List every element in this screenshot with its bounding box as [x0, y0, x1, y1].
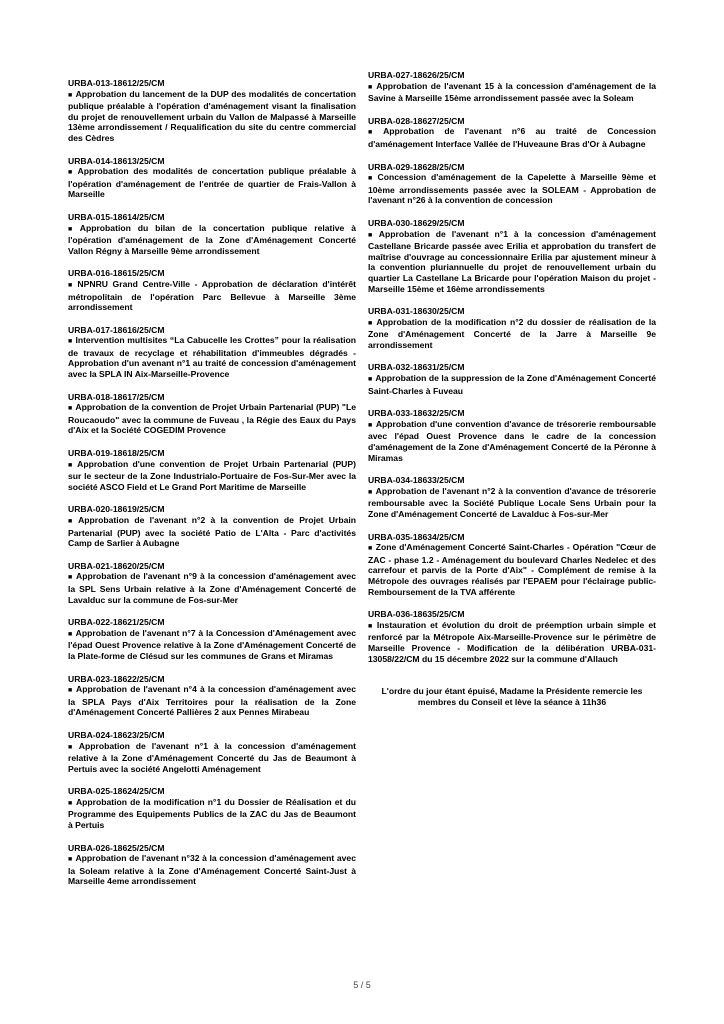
agenda-item — [368, 70, 656, 104]
agenda-item — [68, 325, 356, 380]
agenda-item-text — [368, 373, 656, 396]
bullet-icon: ■ — [368, 175, 375, 183]
bullet-icon: ■ — [68, 169, 75, 177]
agenda-item-description: Approbation de la modification n°1 du Dossier de Réalisation et du Programme des Equipements Publics de la ZAC du Jas de Beaumont à Pertuis — [68, 796, 356, 831]
agenda-item — [368, 532, 656, 598]
left-column — [68, 78, 356, 899]
agenda-item-code: URBA-021-18620/25/CM — [68, 560, 165, 571]
agenda-item — [368, 609, 656, 664]
bullet-icon: ■ — [368, 129, 381, 137]
agenda-item — [68, 786, 356, 830]
agenda-item — [368, 116, 656, 150]
agenda-item-code: URBA-031-18630/25/CM — [368, 306, 465, 317]
agenda-item-text — [68, 335, 356, 379]
agenda-item-code: URBA-013-18612/25/CM — [68, 78, 165, 88]
bullet-icon: ■ — [368, 488, 373, 496]
agenda-item-code: URBA-028-18627/25/CM — [368, 115, 465, 126]
agenda-item-description: Approbation de l'avenant n°6 au traité de Concession d'aménagement Interface Vallée de l'Huveaune Bras d'Or à Aubagne — [368, 126, 656, 149]
agenda-item — [68, 617, 356, 661]
agenda-item-text — [368, 229, 656, 295]
agenda-item-description: Approbation d'une convention de Projet Urbain Partenarial (PUP) sur le secteur de la Zone Industrialo-Portuaire de Fos-Sur-Mer avec la société ASCO Field et Le Grand Port Maritime de Marseille — [68, 458, 356, 492]
agenda-item-code: URBA-020-18619/25/CM — [68, 504, 165, 515]
agenda-item-description: Zone d'Aménagement Concerté Saint-Charles - Opération "Cœur de ZAC - phase 1.2 - Aménagement du boulevard Charles Nedelec et des carrefour et parvis de la Porte d'Aix" - Complément de remise à la Métropole des ouvrages réalisés par l'EPAEM pour l'éclairage public- Remboursement de la TVA afférente — [368, 542, 656, 597]
agenda-item-code: URBA-034-18633/25/CM — [368, 475, 465, 486]
agenda-item — [368, 306, 656, 350]
agenda-item-text — [368, 419, 656, 463]
agenda-item-description: Approbation de la modification n°2 du dossier de réalisation de la Zone d'Aménagement Concerté de la Jarre à Marseille 9e arrondissement — [368, 316, 656, 350]
agenda-item-description: Approbation de l'avenant n°4 à la concession d'aménagement avec la SPLA Pays d'Aix Territoires pour la réalisation de la Zone d'Aménagement Concerté Pallières 2 aux Pennes Mirabeau — [68, 684, 356, 718]
agenda-item — [68, 392, 356, 436]
bullet-icon: ■ — [368, 319, 374, 327]
bullet-icon: ■ — [368, 421, 373, 429]
agenda-item-text — [368, 81, 656, 104]
agenda-item-description: Approbation de l'avenant n°1 à la concession d'aménagement Castellane Bricarde passée avec Erilia et approbation du transfert de maîtrise d'ouvrage au concessionnaire Erilia par ajustement mineur à la convention pluriannuelle du projet de renouvellement urbain du quartier La Castellane La Bricarde pour l'opération Maison du projet - Marseille 15ème et 16ème arrondissements — [368, 228, 656, 294]
agenda-item-code: URBA-027-18626/25/CM — [368, 70, 465, 80]
agenda-item-description: Approbation du bilan de la concertation publique relative à l'opération d'aménagement de la Zone d'Aménagement Concerté Vallon Régny à Marseille 9ème arrondissement — [68, 222, 356, 256]
agenda-item-code: URBA-033-18632/25/CM — [368, 408, 465, 419]
bullet-icon: ■ — [368, 231, 376, 239]
bullet-icon: ■ — [368, 376, 373, 384]
bullet-icon: ■ — [68, 574, 73, 582]
agenda-item-code: URBA-030-18629/25/CM — [368, 217, 465, 228]
agenda-item-code: URBA-036-18635/25/CM — [368, 609, 465, 620]
agenda-item-description: Approbation de l'avenant n°2 à la convention d'avance de trésorerie remboursable avec la Société Publique Locale Sens Urbain pour la Zone d'Aménagement Concerté de Lavalduc à Fos-sur-Mer — [368, 485, 656, 519]
agenda-item-description: Approbation de l'avenant n°1 à la concession d'aménagement relative à la Zone d'Aménagement Concerté du Jas de Beaumont à Pertuis avec la société Angelotti Aménagement — [68, 740, 356, 774]
bullet-icon: ■ — [68, 338, 73, 346]
bullet-icon: ■ — [68, 518, 76, 525]
agenda-item — [68, 504, 356, 548]
closing-statement: L'ordre du jour étant épuisé, Madame la Présidente remercie les membres du Conseil et lève la séance à 11h36 — [381, 686, 643, 708]
agenda-item-text — [68, 402, 356, 436]
agenda-item-text — [68, 684, 356, 718]
agenda-item-text — [68, 459, 356, 493]
agenda-item-text — [368, 317, 656, 351]
agenda-item-text — [68, 628, 356, 662]
agenda-item — [368, 408, 656, 463]
agenda-item-text — [68, 223, 356, 257]
agenda-item-code: URBA-029-18628/25/CM — [368, 161, 465, 172]
agenda-item-text — [368, 126, 656, 149]
agenda-item — [68, 730, 356, 774]
agenda-item-description: Approbation des modalités de concertation publique préalable à l'opération d'aménagement de l'entrée de quartier de Frais-Vallon à Marseille — [68, 166, 356, 200]
agenda-item-description: NPNRU Grand Centre-Ville - Approbation de déclaration d'intérêt métropolitain de l'opération Parc Bellevue à Marseille 3ème arrondissement — [68, 278, 356, 313]
agenda-item-description: Approbation de la convention de Projet Urbain Partenarial (PUP) "Le Roucaoudo" avec la commune de Fuveau , la Régie des Eaux du Pays d'Aix et la Société COGEDIM Provence — [68, 402, 356, 436]
bullet-icon: ■ — [68, 799, 73, 807]
agenda-item-code: URBA-015-18614/25/CM — [68, 211, 165, 222]
agenda-item-text — [68, 741, 356, 775]
agenda-item — [368, 475, 656, 519]
page-number: 5 / 5 — [353, 980, 371, 990]
agenda-item — [368, 162, 656, 206]
agenda-item-code: URBA-018-18617/25/CM — [68, 391, 165, 402]
agenda-item — [68, 212, 356, 256]
agenda-item — [368, 362, 656, 396]
bullet-icon: ■ — [68, 91, 73, 99]
agenda-item-code: URBA-023-18622/25/CM — [68, 673, 165, 684]
agenda-item-code: URBA-022-18621/25/CM — [68, 617, 165, 628]
bullet-icon: ■ — [368, 622, 374, 630]
agenda-item — [68, 674, 356, 718]
bullet-icon: ■ — [368, 545, 373, 553]
agenda-item-text — [368, 620, 656, 664]
agenda-item-text — [368, 486, 656, 520]
agenda-item-code: URBA-026-18625/25/CM — [68, 842, 165, 853]
bullet-icon: ■ — [68, 687, 73, 695]
agenda-item-text — [68, 279, 356, 313]
agenda-item — [368, 218, 656, 294]
bullet-icon: ■ — [68, 630, 73, 638]
bullet-icon: ■ — [368, 83, 374, 91]
agenda-item-text — [68, 797, 356, 831]
agenda-item-code: URBA-017-18616/25/CM — [68, 324, 165, 335]
agenda-item-code: URBA-025-18624/25/CM — [68, 786, 165, 797]
agenda-item — [68, 268, 356, 312]
agenda-item-text — [68, 571, 356, 605]
bullet-icon: ■ — [68, 225, 77, 233]
agenda-item-description: Concession d'aménagement de la Capelette à Marseille 9ème et 10ème arrondissements passée avec la SOLEAM - Approbation de l'avenant n°26 à la convention de concession — [368, 172, 656, 206]
agenda-item — [68, 561, 356, 605]
agenda-item-text — [368, 542, 656, 597]
agenda-item-code: URBA-024-18623/25/CM — [68, 729, 165, 740]
agenda-item-description: Approbation d'une convention d'avance de trésorerie remboursable avec l'épad Ouest Provence dans le cadre de la concession d'aménagement de la Zone d'Aménagement Concerté de la Péronne à Miramas — [368, 418, 656, 463]
agenda-item-code: URBA-032-18631/25/CM — [368, 362, 465, 373]
agenda-item — [68, 843, 356, 887]
agenda-item — [68, 448, 356, 492]
agenda-item-code: URBA-019-18618/25/CM — [68, 448, 165, 459]
agenda-item-description: Approbation de l'avenant n°7 à la Concession d'Aménagement avec l'épad Ouest Provence relative à la Zone d'Aménagement Concerté de la Plate-forme de Clésud sur les communes de Grans et Miramas — [68, 627, 356, 661]
agenda-item-text — [68, 515, 356, 549]
agenda-item-code: URBA-016-18615/25/CM — [68, 268, 165, 279]
agenda-item-text — [68, 853, 356, 887]
agenda-item-code: URBA-035-18634/25/CM — [368, 531, 465, 542]
agenda-item-description: Approbation du lancement de la DUP des modalités de concertation publique préalable à l'opération d'aménagement visant la finalisation du projet de renouvellement urbain du Vallon de Malpassé à Marseille 13ème arrondissement / Requalification du site du centre commercial des Cèdres — [68, 88, 356, 143]
agenda-item-description: Instauration et évolution du droit de préemption urbain simple et renforcé par la Métropole Aix-Marseille-Provence sur le périmètre de Marseille Provence - Modification de la délibération URBA-031-13058/22/CM du 15 décembre 2022 sur la commune d'Allauch — [368, 619, 656, 664]
agenda-item-text — [68, 166, 356, 200]
agenda-item-description: Approbation de l'avenant n°2 à la convention de Projet Urbain Partenarial (PUP) avec la société Patio de L'Alta - Parc d'activités Camp de Sarlier à Aubagne — [68, 515, 356, 549]
agenda-item-description: Intervention multisites “La Cabucelle les Crottes” pour la réalisation de travaux de recyclage et réhabilitation d'immeubles dégradés - Approbation d'un avenant n°1 au traité de concession d'aménagement avec la SPLA IN Aix-Marseille-Provence — [68, 335, 356, 380]
agenda-item — [68, 156, 356, 200]
agenda-item-description: Approbation de l'avenant n°9 à la concession d'aménagement avec la SPL Sens Urbain relative à la Zone d'Aménagement Concerté de Lavalduc sur la commune de Fos-sur-Mer — [68, 571, 356, 605]
agenda-item — [68, 78, 356, 144]
agenda-item-text — [368, 172, 656, 206]
bullet-icon: ■ — [68, 743, 76, 751]
bullet-icon: ■ — [68, 405, 73, 413]
agenda-item-description: Approbation de l'avenant n°32 à la concession d'aménagement avec la Soleam relative à la Zone d'Aménagement Concerté Saint-Just à Marseille 4eme arrondissement — [68, 853, 356, 887]
agenda-item-text — [68, 89, 356, 144]
bullet-icon: ■ — [68, 461, 75, 469]
agenda-item-code: URBA-014-18613/25/CM — [68, 155, 165, 166]
agenda-item-description: Approbation de la suppression de la Zone d'Aménagement Concerté Saint-Charles à Fuveau — [368, 373, 657, 396]
bullet-icon: ■ — [68, 856, 73, 864]
bullet-icon: ■ — [68, 281, 75, 289]
right-column — [368, 70, 656, 708]
agenda-item-description: Approbation de l'avenant 15 à la concession d'aménagement de la Savine à Marseille 15ème arrondissement passée avec la Soleam — [368, 80, 656, 104]
